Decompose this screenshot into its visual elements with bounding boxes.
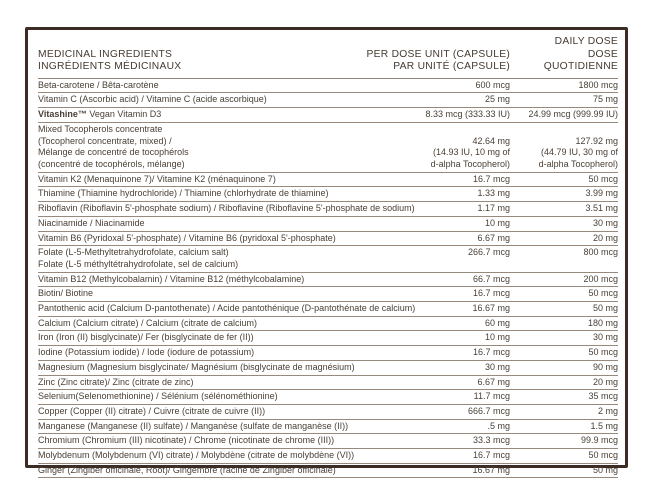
ingredient-brand-name: Vitashine™	[38, 109, 87, 120]
ingredient-name-cell	[38, 318, 257, 330]
per-dose-value-cell	[267, 94, 510, 106]
header-per-dose-unit	[367, 49, 510, 74]
per-dose-value-line: .5 mg	[487, 420, 510, 431]
daily-dose-value-line: 99.9 mcg	[580, 435, 618, 446]
ingredient-name-cell	[38, 80, 159, 92]
per-dose-value-cell	[257, 318, 510, 330]
per-dose-value-cell	[328, 188, 510, 200]
table-row	[38, 361, 618, 376]
ingredient-name-cell	[38, 174, 276, 186]
ingredient-name-line: Molybdenum (Molybdenum (VI) citrate) / Molybdène (citrate de molybdène (VI))	[38, 450, 355, 461]
daily-dose-value-cell	[510, 288, 618, 300]
daily-dose-value-cell	[510, 362, 618, 374]
table-row	[38, 123, 618, 173]
per-dose-value-cell	[415, 303, 510, 315]
daily-dose-value-line: 180 mg	[587, 317, 618, 328]
table-row	[38, 79, 618, 94]
header-medicinal-ingredients	[38, 49, 367, 74]
ingredient-name-cell	[38, 406, 265, 418]
daily-dose-value-line: 50 mcg	[588, 288, 618, 299]
ingredient-name-line: Folate (L-5 méthyltétrahydrofolate, sel de calcium)	[38, 258, 239, 269]
daily-dose-value-line: 90 mg	[592, 361, 618, 372]
per-dose-value-line: 60 mg	[484, 317, 510, 328]
table-row	[38, 187, 618, 202]
ingredient-name-line: Vitamin B12 (Methylcobalamin) / Vitamine B12 (méthylcobalamine)	[38, 273, 305, 284]
per-dose-value-line: 666.7 mcg	[467, 405, 510, 416]
ingredient-name-cell	[38, 124, 189, 171]
header-line: MEDICINAL INGREDIENTS	[38, 48, 173, 60]
daily-dose-value-cell	[510, 332, 618, 344]
ingredient-name-line: Thiamine (Thiamine hydrochloride) / Thiamine (chlorhydrate de thiamine)	[38, 188, 329, 199]
per-dose-value-cell	[238, 247, 510, 259]
ingredient-name-line: Copper (Copper (II) citrate) / Cuivre (citrate de cuivre (II))	[38, 405, 266, 416]
per-dose-value-line: 6.67 mg	[477, 376, 510, 387]
ingredient-name-cell	[38, 247, 238, 270]
per-dose-value-line: 42.64 mg	[472, 135, 510, 146]
ingredient-name-cell	[38, 203, 415, 215]
per-dose-value-cell	[194, 377, 510, 389]
per-dose-value-line: 30 mg	[484, 361, 510, 372]
per-dose-value-cell	[254, 332, 510, 344]
ingredient-name-line: Selenium(Selenomethionine) / Sélénium (sélénométhionine)	[38, 391, 278, 402]
daily-dose-value-line: 20 mg	[592, 232, 618, 243]
ingredient-name-cell	[38, 233, 336, 245]
daily-dose-value-line: 50 mcg	[588, 450, 618, 461]
ingredient-name-line: Pantothenic acid (Calcium D-pantothenate) / Acide pantothénique (D-pantothénate de calcium)	[38, 303, 416, 314]
per-dose-value-line: (14.93 IU, 10 mg of	[432, 147, 510, 158]
daily-dose-value-line: 1800 mcg	[578, 79, 618, 90]
ingredient-name-cell	[38, 435, 334, 447]
daily-dose-value-cell	[510, 233, 618, 245]
table-row	[38, 108, 618, 123]
per-dose-value-line: 66.7 mcg	[472, 273, 510, 284]
daily-dose-value-line: (44.79 IU, 30 mg of	[540, 147, 618, 158]
ingredient-name-line: Zinc (Zinc citrate)/ Zinc (citrate de zinc)	[38, 376, 194, 387]
ingredient-name-cell	[38, 391, 278, 403]
ingredient-name-line: Iodine (Potassium iodide) / Iode (iodure de potassium)	[38, 347, 255, 358]
header-line: DAILY DOSE	[554, 36, 618, 47]
per-dose-value-line: 11.7 mcg	[473, 391, 510, 402]
per-dose-value-line: 1.33 mg	[477, 188, 510, 199]
table-row	[38, 464, 618, 479]
daily-dose-value-line: 35 mcg	[588, 391, 618, 402]
ingredient-name-line: Iron (Iron (II) bisglycinate)/ Fer (bisglycinate de fer (II))	[38, 332, 254, 343]
table-row	[38, 434, 618, 449]
daily-dose-value-cell	[510, 318, 618, 330]
per-dose-value-cell	[278, 391, 510, 403]
per-dose-value-line: 6.67 mg	[477, 232, 510, 243]
daily-dose-value-cell	[510, 218, 618, 230]
table-row	[38, 420, 618, 435]
per-dose-value-cell	[355, 362, 510, 374]
table-row	[38, 449, 618, 464]
ingredient-name-cell	[38, 421, 348, 433]
table-row	[38, 93, 618, 108]
table-row	[38, 331, 618, 346]
daily-dose-value-cell	[510, 274, 618, 286]
table-row	[38, 287, 618, 302]
ingredient-name-cell	[38, 188, 328, 200]
daily-dose-value-line: 50 mcg	[588, 173, 618, 184]
daily-dose-value-cell	[510, 435, 618, 447]
per-dose-value-line: 16.67 mg	[472, 464, 510, 475]
ingredient-name-line: Ginger (Zingiber officinale, Root)/ Gingembre (racine de Zingiber officinale)	[38, 464, 336, 475]
daily-dose-value-cell	[510, 203, 618, 215]
ingredient-name-line: Folate (L-5-Methyltetrahydrofolate, calcium salt)	[38, 247, 229, 258]
per-dose-value-cell	[336, 465, 510, 477]
daily-dose-value-line: 2 mg	[597, 405, 618, 416]
daily-dose-value-cell	[510, 174, 618, 186]
per-dose-value-cell	[254, 347, 510, 359]
daily-dose-value-line: 1.5 mg	[590, 420, 618, 431]
per-dose-value-line: 1.17 mg	[477, 203, 510, 214]
ingredient-name-line: Vitamin K2 (Menaquinone 7)/ Vitamine K2 (ménaquinone 7)	[38, 173, 276, 184]
table-row	[38, 232, 618, 247]
per-dose-value-cell	[334, 435, 510, 447]
ingredient-name-line: Vitamin B6 (Pyridoxal 5'-phosphate) / Vitamine B6 (pyridoxal 5'-phosphate)	[38, 232, 336, 243]
ingredient-name-line: Biotin/ Biotine	[38, 288, 94, 299]
per-dose-value-cell	[189, 124, 510, 171]
table-row	[38, 376, 618, 391]
table-row	[38, 302, 618, 317]
table-row	[38, 217, 618, 232]
ingredient-name-line: (Tocopherol concentrate, mixed) /	[38, 135, 172, 146]
per-dose-value-cell	[348, 421, 510, 433]
per-dose-value-cell	[145, 218, 510, 230]
daily-dose-value-cell	[510, 391, 618, 403]
supplement-facts-panel	[25, 27, 628, 475]
daily-dose-value-line: 24.99 mcg (999.99 IU)	[528, 109, 618, 120]
per-dose-value-line: 8.33 mcg (333.33 IU)	[425, 109, 510, 120]
daily-dose-value-line: 30 mg	[592, 332, 618, 343]
ingredient-name-cell	[38, 303, 415, 315]
ingredient-name-line: Vitamin C (Ascorbic acid) / Vitamine C (acide ascorbique)	[38, 94, 267, 105]
ingredients-table-body	[38, 79, 618, 479]
ingredient-name-line: Mixed Tocopherols concentrate	[38, 123, 163, 134]
per-dose-value-cell	[304, 274, 510, 286]
per-dose-value-line: 600 mcg	[475, 79, 510, 90]
ingredient-name-cell	[38, 288, 93, 300]
table-row	[38, 202, 618, 217]
per-dose-value-line: 33.3 mcg	[472, 435, 510, 446]
ingredient-name-line: Calcium (Calcium citrate) / Calcium (citrate de calcium)	[38, 317, 258, 328]
ingredient-name-line: Chromium (Chromium (III) nicotinate) / Chrome (nicotinate de chrome (III))	[38, 435, 335, 446]
ingredient-name-cell	[38, 465, 336, 477]
ingredient-name-line: Beta-carotene / Bêta-carotène	[38, 79, 159, 90]
daily-dose-value-cell	[510, 303, 618, 315]
ingredient-name-cell	[38, 450, 354, 462]
per-dose-value-line: 25 mg	[484, 94, 510, 105]
daily-dose-value-line: 800 mcg	[583, 247, 618, 258]
daily-dose-value-line: 3.51 mg	[585, 203, 618, 214]
daily-dose-value-line: 30 mg	[592, 217, 618, 228]
daily-dose-value-line: 200 mcg	[583, 273, 618, 284]
table-row	[38, 273, 618, 288]
daily-dose-value-cell	[510, 124, 618, 171]
per-dose-value-cell	[265, 406, 510, 418]
per-dose-value-line: 10 mg	[484, 217, 510, 228]
ingredient-name-cell	[38, 274, 304, 286]
header-line: QUOTIDIENNE	[543, 61, 618, 73]
ingredient-name-cell	[38, 109, 161, 121]
daily-dose-value-line: 3.99 mg	[585, 188, 618, 199]
ingredient-name-cell	[38, 332, 254, 344]
per-dose-value-line: 266.7 mcg	[467, 247, 510, 258]
ingredient-name-line	[38, 109, 161, 121]
daily-dose-value-cell	[510, 347, 618, 359]
per-dose-value-line: 16.7 mcg	[472, 173, 510, 184]
daily-dose-value-cell	[510, 465, 618, 477]
ingredient-name-line: Niacinamide / Niacinamide	[38, 217, 145, 228]
table-row	[38, 405, 618, 420]
per-dose-value-cell	[354, 450, 510, 462]
ingredient-name-cell	[38, 218, 145, 230]
daily-dose-value-line: d-alpha Tocopherol)	[538, 159, 618, 169]
daily-dose-value-cell	[510, 109, 618, 121]
ingredient-name-line: Mélange de concentré de tocophérols	[38, 147, 189, 158]
ingredient-name-line: (concentré de tocophérols, mélange)	[38, 159, 185, 169]
per-dose-value-line: 16.67 mg	[472, 303, 510, 314]
daily-dose-value-line: 50 mg	[592, 464, 618, 475]
daily-dose-value-cell	[510, 94, 618, 106]
daily-dose-value-line: 50 mg	[592, 303, 618, 314]
ingredient-name-cell	[38, 362, 355, 374]
per-dose-value-line: 10 mg	[484, 332, 510, 343]
daily-dose-value-line: 50 mcg	[588, 347, 618, 358]
per-dose-value-cell	[336, 233, 510, 245]
header-line: DOSE	[587, 48, 618, 60]
daily-dose-value-cell	[510, 247, 618, 259]
table-row	[38, 317, 618, 332]
daily-dose-value-cell	[510, 421, 618, 433]
table-header	[38, 33, 618, 79]
daily-dose-value-line: 20 mg	[592, 376, 618, 387]
per-dose-value-line: d-alpha Tocopherol)	[430, 159, 510, 169]
per-dose-value-line: 16.7 mcg	[472, 288, 510, 299]
daily-dose-value-line: 127.92 mg	[575, 135, 618, 146]
daily-dose-value-cell	[510, 80, 618, 92]
ingredient-name-rest: Vegan Vitamin D3	[86, 109, 162, 120]
per-dose-value-cell	[276, 174, 510, 186]
daily-dose-value-line: 75 mg	[592, 94, 618, 105]
table-row	[38, 246, 618, 272]
header-line: INGRÉDIENTS MÉDICINAUX	[38, 61, 182, 73]
ingredient-name-line: Riboflavin (Riboflavin 5'-phosphate sodium) / Riboflavine (Riboflavine 5'-phosphate de sodium)	[38, 203, 415, 214]
daily-dose-value-cell	[510, 450, 618, 462]
per-dose-value-cell	[93, 288, 510, 300]
header-line: PER DOSE UNIT (CAPSULE)	[366, 48, 510, 60]
ingredient-name-cell	[38, 377, 194, 389]
ingredient-name-line: Magnesium (Magnesium bisglycinate/ Magnésium (bisglycinate de magnésium)	[38, 361, 355, 372]
ingredient-name-cell	[38, 347, 254, 359]
per-dose-value-cell	[161, 109, 510, 121]
ingredient-name-cell	[38, 94, 267, 106]
per-dose-value-line: 16.7 mcg	[472, 450, 510, 461]
per-dose-value-cell	[415, 203, 510, 215]
table-row	[38, 173, 618, 188]
table-row	[38, 390, 618, 405]
daily-dose-value-cell	[510, 406, 618, 418]
header-line: PAR UNITÉ (CAPSULE)	[393, 61, 510, 73]
per-dose-value-line: 16.7 mcg	[472, 347, 510, 358]
daily-dose-value-cell	[510, 377, 618, 389]
ingredient-name-line: Manganese (Manganese (II) sulfate) / Manganèse (sulfate de manganèse (II))	[38, 420, 349, 431]
header-daily-dose	[510, 36, 618, 74]
daily-dose-value-cell	[510, 188, 618, 200]
table-row	[38, 346, 618, 361]
per-dose-value-cell	[159, 80, 510, 92]
